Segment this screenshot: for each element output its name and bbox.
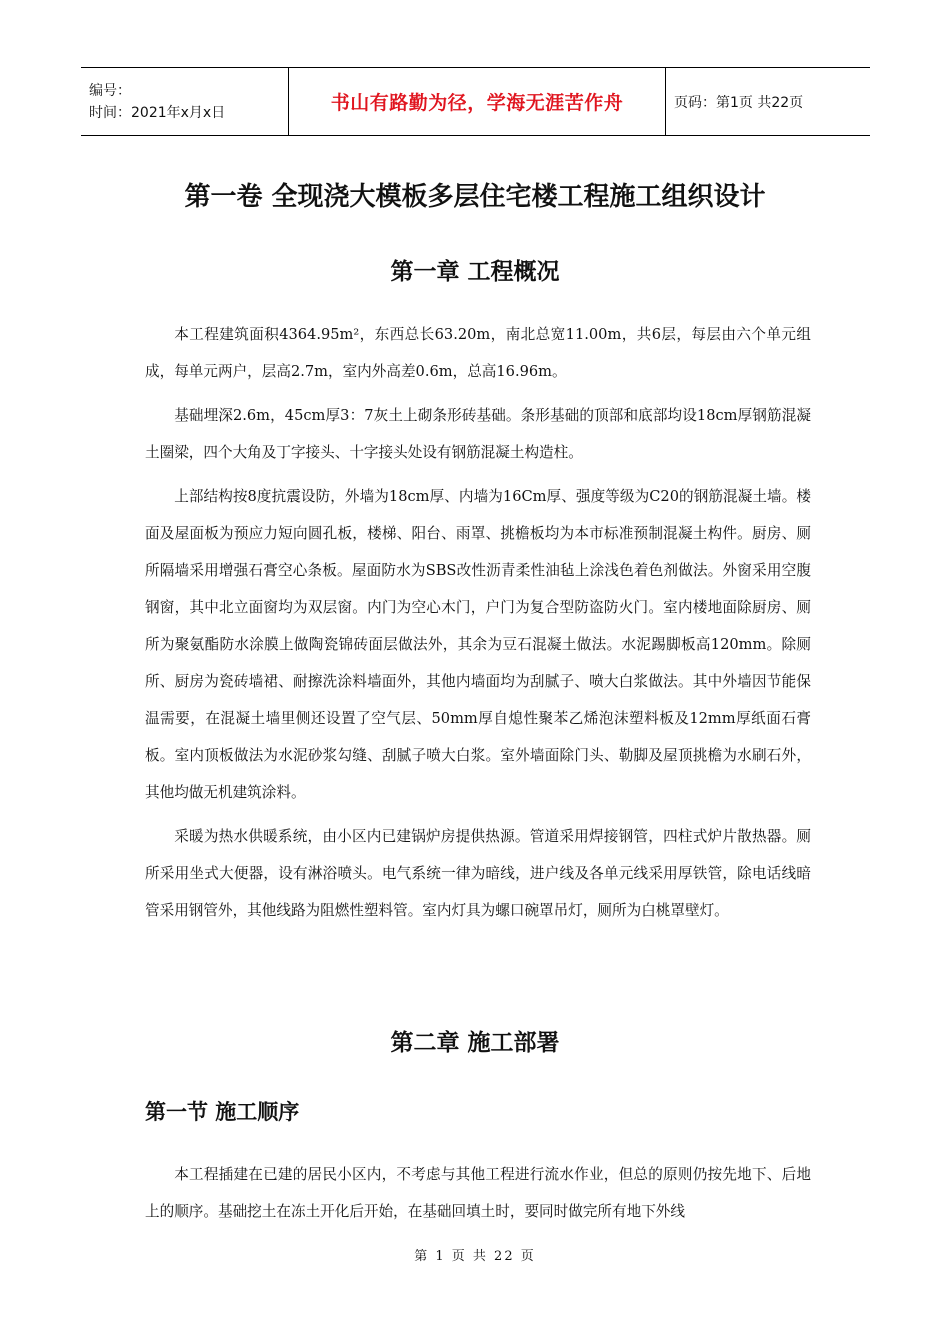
chapter1-paragraph-3: 上部结构按8度抗震设防，外墙为18cm厚、内墙为16Cm厚、强度等级为C20的钢筋混凝土墙。楼面及屋面板为预应力短向圆孔板，楼梯、阳台、雨罩、挑檐板均为本市标准预制混凝土构件。厨房、厕所隔墙采用增强石膏空心条板。屋面防水为SBS改性沥青柔性油毡上涂浅色着色剂做法。外窗采用空腹钢窗，其中北立面窗均为双层窗。内门为空心木门，户门为复合型防盗防火门。室内楼地面除厨房、厕所为聚氨酯防水涂膜上做陶瓷锦砖面层做法外，其余为豆石混凝土做法。水泥踢脚板高120mm。除厕所、厨房为瓷砖墙裙、耐擦洗涂料墙面外，其他内墙面均为刮腻子、喷大白浆做法。其中外墙因节能保温需要，在混凝土墙里侧还设置了空气层、50mm厚自熄性聚苯乙烯泡沫塑料板及12mm厚纸面石膏板。室内顶板做法为水泥砂浆勾缝、刮腻子喷大白浆。室外墙面除门头、勒脚及屋顶挑檐为水刷石外，其他均做无机建筑涂料。	[145, 488, 811, 801]
section1-title: 第一节 施工顺序	[145, 1100, 300, 1124]
chapter1-title: 第一章 工程概况	[390, 259, 560, 285]
header-motto: 书山有路勤为径，学海无涯苦作舟	[330, 92, 624, 114]
chapter1-paragraph-4: 采暖为热水供暖系统，由小区内已建锅炉房提供热源。管道采用焊接钢管，四柱式炉片散热器。厕所采用坐式大便器，设有淋浴喷头。电气系统一律为暗线，进户线及各单元线采用厚铁管，除电话线暗管采用钢管外，其他线路为阻燃性塑料管。室内灯具为螺口碗罩吊灯，厕所为白桃罩壁灯。	[145, 828, 811, 919]
chapter1-paragraph-2: 基础埋深2.6m，45cm厚3：7灰土上砌条形砖基础。条形基础的顶部和底部均设18cm厚钢筋混凝土圈梁，四个大角及丁字接头、十字接头处设有钢筋混凝土构造柱。	[145, 407, 811, 461]
section1-paragraph: 本工程插建在已建的居民小区内，不考虑与其他工程进行流水作业，但总的原则仍按先地下、后地上的顺序。基础挖土在冻土开化后开始，在基础回填土时，要同时做完所有地下外线	[145, 1166, 811, 1220]
page-footer: 第 1 页 共 22 页	[414, 1249, 536, 1264]
document-date-label: 时间：2021年x月x日	[89, 104, 226, 121]
document-number-label: 编号：	[89, 82, 131, 99]
chapter2-title: 第二章 施工部署	[390, 1030, 560, 1056]
header-meta-cell	[81, 68, 289, 136]
header-table	[81, 67, 870, 136]
chapter1-paragraph-1: 本工程建筑面积4364.95m²，东西总长63.20m，南北总宽11.00m，共6层，每层由六个单元组成，每单元两户，层高2.7m，室内外高差0.6m，总高16.96m。	[145, 326, 811, 380]
header-motto-cell	[289, 68, 666, 136]
header-page-info: 页码：第1页 共22页	[666, 68, 871, 136]
volume-title: 第一卷 全现浇大模板多层住宅楼工程施工组织设计	[184, 182, 766, 212]
